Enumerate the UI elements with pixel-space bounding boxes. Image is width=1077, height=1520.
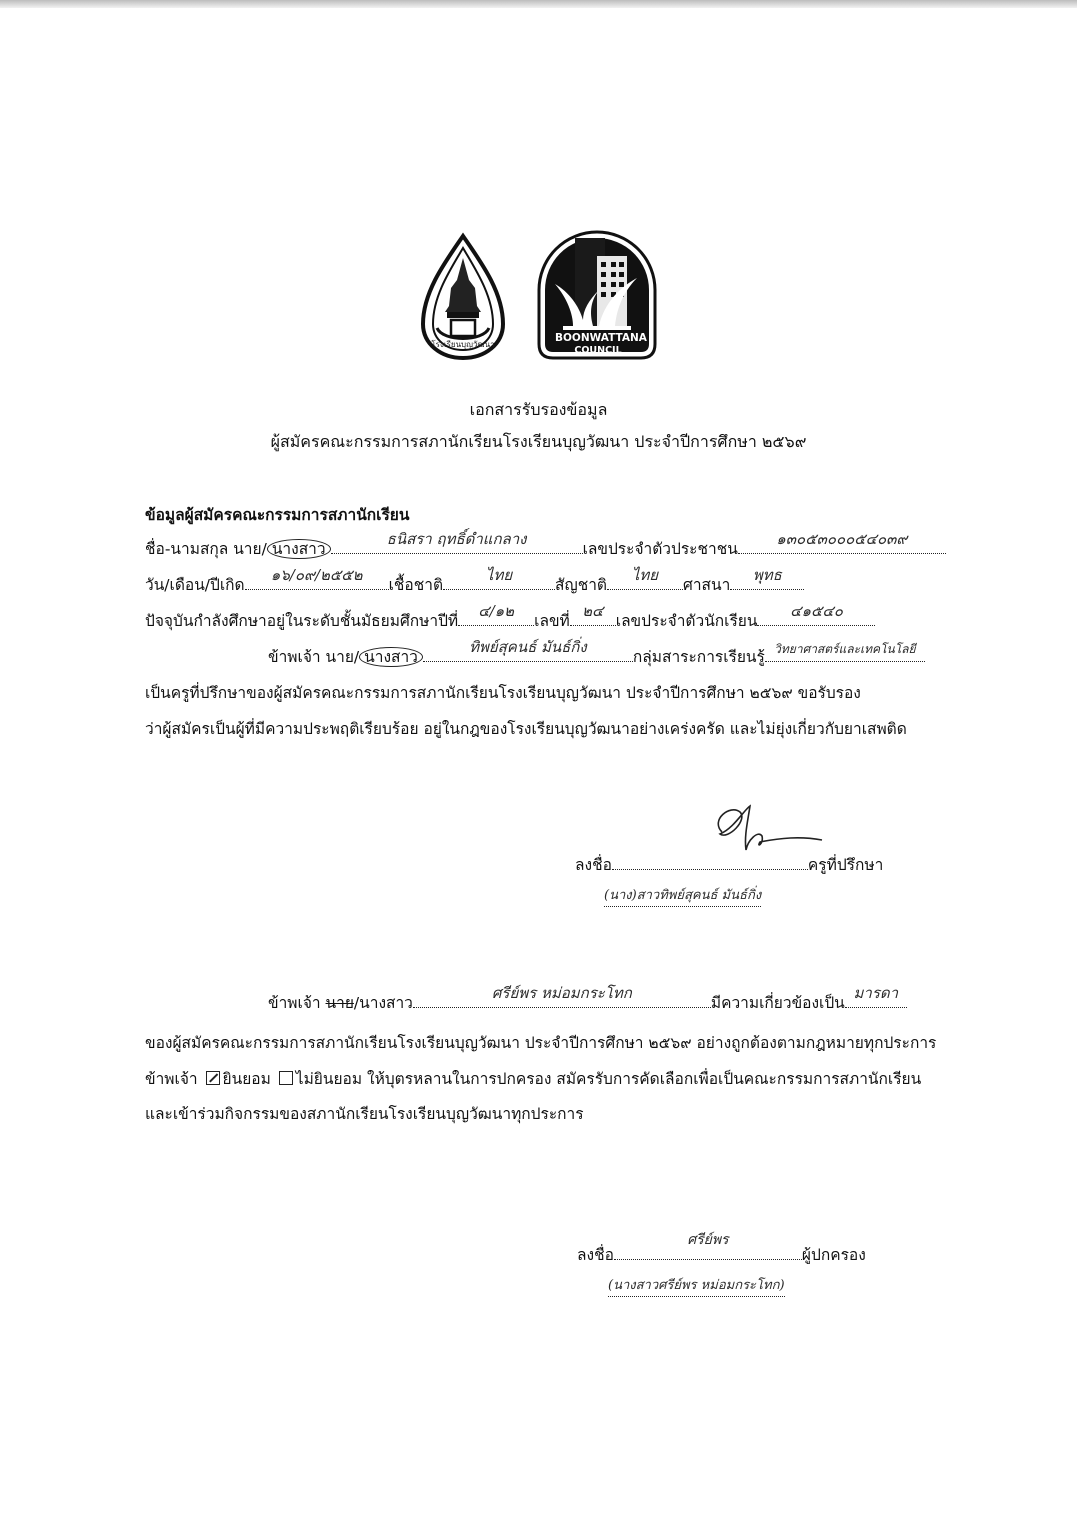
guardian-name-field: ศรีย์พร หม่อมกระโทก (413, 992, 711, 1008)
guardian-signature-line: ศรีย์พร (614, 1244, 802, 1260)
teacher-sign-row: ลงชื่อ ครูที่ปรึกษา (575, 856, 884, 874)
candidate-name-row: ชื่อ-นามสกุล นาย/ นางสาว ธนิสรา ฤทธิ์ดำแกลาง เลขประจำตัวประชาชน ๑๓๐๕๓๐๐๐๕๔๐๓๙ (145, 536, 946, 561)
relation-field: มารดา (845, 992, 907, 1008)
teacher-signature-mark (700, 800, 830, 860)
guardian-statement-3: และเข้าร่วมกิจกรรมของสภานักเรียนโรงเรียนบุญวัฒนาทุกประการ (145, 1105, 584, 1123)
national-id-field: ๑๓๐๕๓๐๐๐๕๔๐๓๙ (738, 538, 946, 554)
teacher-row: ข้าพเจ้า นาย/ นางสาว ทิพย์สุคนธ์ มันธ์กิ่ง กลุ่มสาระการเรียนรู้ วิทยาศาสตร์และเทคโนโลยี (268, 644, 925, 669)
learning-group-field: วิทยาศาสตร์และเทคโนโลยี (765, 646, 925, 662)
nationality-field: ไทย (607, 574, 683, 590)
mr-struck: นาย (325, 994, 354, 1012)
dob-field: ๑๖/๐๙/๒๕๕๒ (245, 574, 389, 590)
guardian-sign-row: ลงชื่อ ศรีย์พร ผู้ปกครอง (577, 1232, 866, 1264)
study-row: ปัจจุบันกำลังศึกษาอยู่ในระดับชั้นมัธยมศึกษาปีที่ ๔/๑๒ เลขที่ ๒๔ เลขประจำตัวนักเรียน ๔๑๕๔๐ (145, 608, 875, 633)
council-logo-line1: BOONWATTANA (555, 332, 647, 344)
guardian-consent-row: ข้าพเจ้า ยินยอม ไม่ยินยอม ให้บุตรหลานในการปกครอง สมัครรับการคัดเลือกเพื่อเป็นคณะกรรมการสภานักเรียน (145, 1070, 922, 1088)
no-consent-checkbox[interactable] (279, 1071, 293, 1085)
guardian-printed-name: (นางสาวศรีย์พร หม่อมกระโทก) (608, 1274, 785, 1297)
teacher-statement-1: เป็นครูที่ปรึกษาของผู้สมัครคณะกรรมการสภานักเรียนโรงเรียนบุญวัฒนา ประจำปีการศึกษา ๒๕๖๙ ขอรับรอง (145, 684, 861, 702)
religion-field: พุทธ (730, 574, 804, 590)
page-subtitle: ผู้สมัครคณะกรรมการสภานักเรียนโรงเรียนบุญวัฒนา ประจำปีการศึกษา ๒๕๖๙ (270, 432, 807, 451)
race-field: ไทย (443, 574, 555, 590)
school-emblem-caption: โรงเรียนบุญวัฒนา (431, 340, 495, 349)
teacher-signature-line (612, 854, 808, 870)
miss-circled: นางสาว (267, 539, 331, 559)
council-logo-line2: COUNCIL (574, 345, 622, 356)
consent-checkbox[interactable] (206, 1071, 220, 1085)
scan-edge (0, 0, 1077, 8)
student-number-field: ๒๔ (570, 610, 616, 626)
teacher-name-field: ทิพย์สุคนธ์ มันธ์กิ่ง (423, 646, 633, 662)
class-field: ๔/๑๒ (458, 610, 534, 626)
guardian-row: ข้าพเจ้า นาย/นางสาว ศรีย์พร หม่อมกระโทก มีความเกี่ยวข้องเป็น มารดา (268, 990, 907, 1015)
teacher-printed-name: (นาง)สาวทิพย์สุคนธ์ มันธ์กิ่ง (604, 884, 761, 907)
section-heading: ข้อมูลผู้สมัครคณะกรรมการสภานักเรียน (145, 506, 410, 524)
guardian-statement-1: ของผู้สมัครคณะกรรมการสภานักเรียนโรงเรียนบุญวัฒนา ประจำปีการศึกษา ๒๕๖๙ อย่างถูกต้องตามกฎหมายทุกประการ (145, 1034, 937, 1052)
birth-row: วัน/เดือน/ปีเกิด ๑๖/๐๙/๒๕๕๒ เชื้อชาติ ไทย สัญชาติ ไทย ศาสนา พุทธ (145, 572, 804, 597)
teacher-miss-circled: นางสาว (359, 647, 423, 667)
teacher-statement-2: ว่าผู้สมัครเป็นผู้ที่มีความประพฤติเรียบร้อย อยู่ในกฎของโรงเรียนบุญวัฒนาอย่างเคร่งครัด และไม่ยุ่งเกี่ยวกับยาเสพติด (145, 720, 907, 738)
candidate-name-field: ธนิสรา ฤทธิ์ดำแกลาง (331, 538, 583, 554)
page-title: เอกสารรับรองข้อมูล (469, 400, 608, 419)
student-id-field: ๔๑๕๔๐ (757, 610, 875, 626)
